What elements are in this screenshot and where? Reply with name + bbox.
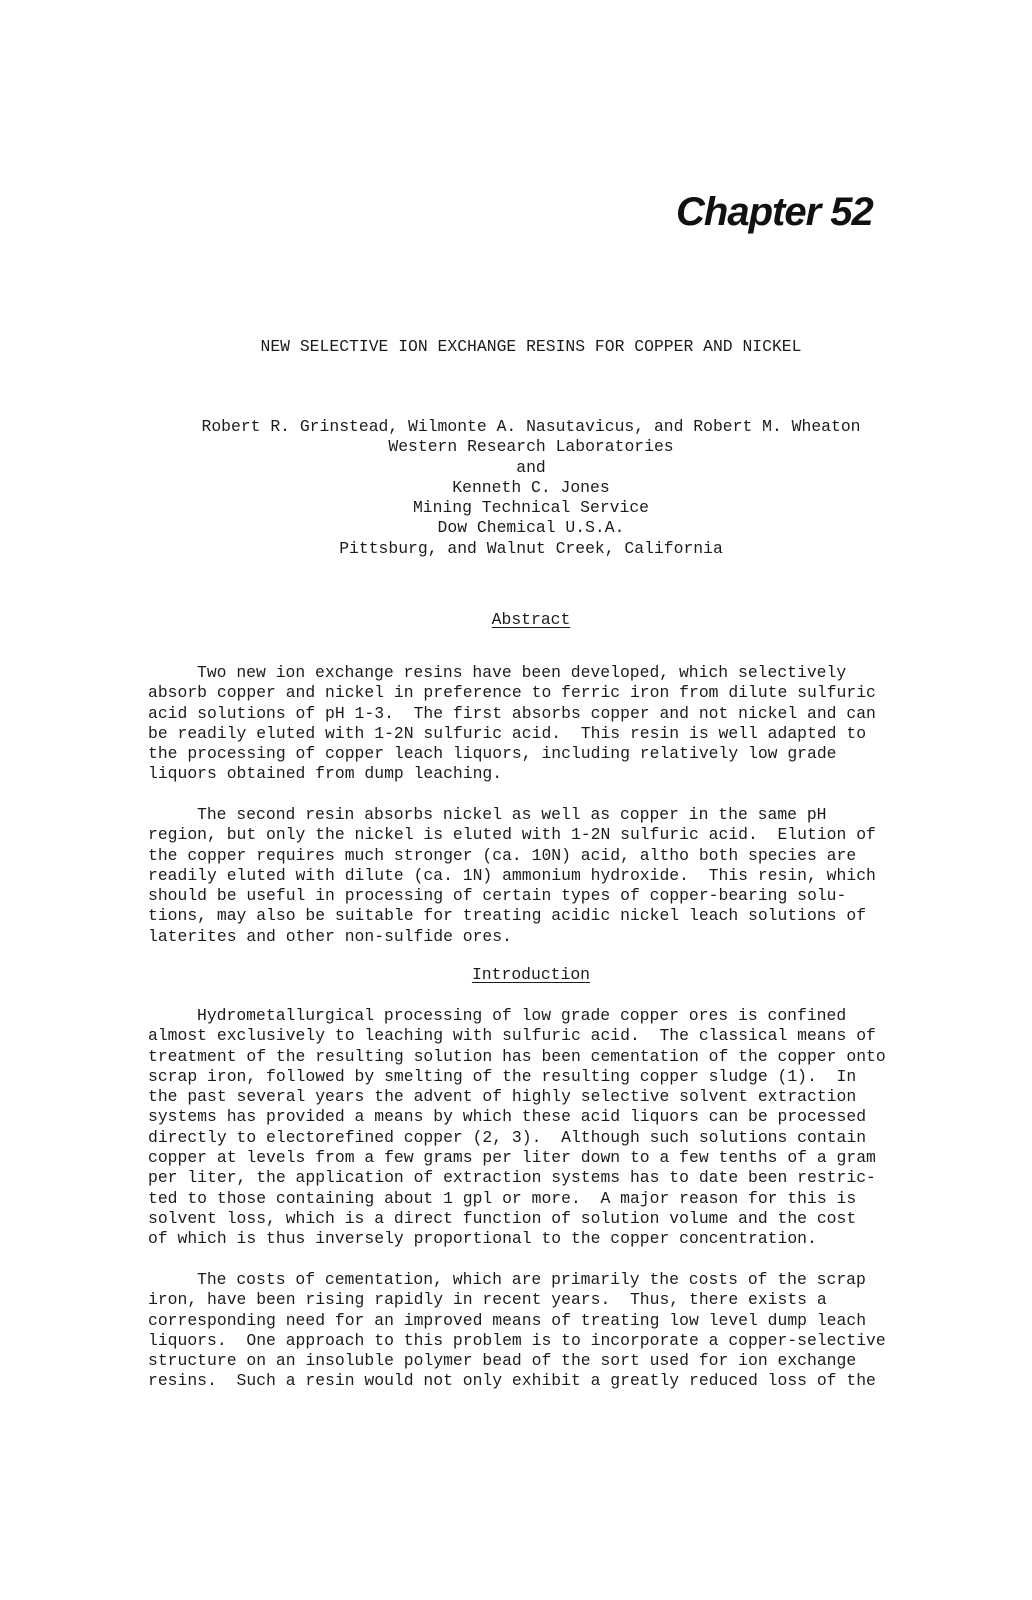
text-line: resins. Such a resin would not only exhibit a greatly reduced loss of the (148, 1371, 876, 1391)
abstract-paragraph (148, 805, 908, 947)
affiliation-line: Western Research Laboratories (388, 437, 674, 457)
text-line: ted to those containing about 1 gpl or more. A major reason for this is (148, 1188, 857, 1208)
text-line: readily eluted with dilute (ca. 1N) ammonium hydroxide. This resin, which (148, 865, 876, 885)
text-line: The costs of cementation, which are primarily the costs of the scrap (197, 1270, 866, 1289)
text-line: solvent loss, which is a direct function of solution volume and the cost (148, 1208, 857, 1228)
affiliation-line: Dow Chemical U.S.A. (437, 518, 625, 538)
text-line: of which is thus inversely proportional to the copper concentration. (148, 1229, 817, 1249)
text-line: Hydrometallurgical processing of low grade copper ores is confined (197, 1006, 847, 1025)
text-line: structure on an insoluble polymer bead of the sort used for ion exchange (148, 1351, 857, 1371)
text-line: acid solutions of pH 1-3. The first absorbs copper and not nickel and can (148, 703, 876, 723)
text-line: the past several years the advent of highly selective solvent extraction (148, 1087, 857, 1107)
text-line: liquors obtained from dump leaching. (148, 764, 503, 784)
text-line: absorb copper and nickel in preference to ferric iron from dilute sulfuric (148, 683, 876, 703)
introduction-paragraph (148, 1006, 908, 1250)
author-block (0, 417, 1032, 559)
text-line: be readily eluted with 1-2N sulfuric acid. This resin is well adapted to (148, 723, 867, 743)
text-line: the processing of copper leach liquors, including relatively low grade (148, 744, 837, 764)
text-line: per liter, the application of extraction systems has to date been restric- (148, 1168, 876, 1188)
text-line: should be useful in processing of certain types of copper-bearing solu- (148, 886, 847, 906)
author-conjunction: and (516, 457, 546, 477)
text-line: treatment of the resulting solution has been cementation of the copper onto (148, 1046, 886, 1066)
introduction-paragraph (148, 1270, 908, 1392)
abstract-heading (0, 610, 1032, 630)
location-line: Pittsburg, and Walnut Creek, California (339, 538, 723, 558)
text-line: corresponding need for an improved means of treating low level dump leach (148, 1310, 867, 1330)
chapter-heading: Chapter 52 (676, 190, 873, 234)
introduction-heading (0, 965, 1032, 985)
affiliation-line: Mining Technical Service (412, 498, 650, 518)
text-line: scrap iron, followed by smelting of the resulting copper sludge (1). In (148, 1066, 857, 1086)
text-line: laterites and other non-sulfide ores. (148, 926, 512, 946)
paper-title: NEW SELECTIVE ION EXCHANGE RESINS FOR COPPER AND NICKEL (260, 337, 802, 356)
introduction-heading-text: Introduction (471, 965, 591, 984)
text-line: systems has provided a means by which these acid liquors can be processed (148, 1107, 867, 1127)
text-line: region, but only the nickel is eluted with 1-2N sulfuric acid. Elution of (148, 825, 876, 845)
text-line: almost exclusively to leaching with sulfuric acid. The classical means of (148, 1026, 876, 1046)
text-line: copper at levels from a few grams per liter down to a few tenths of a gram (148, 1148, 876, 1168)
text-line: The second resin absorbs nickel as well as copper in the same pH (197, 805, 827, 824)
author-line: Kenneth C. Jones (452, 477, 610, 497)
text-line: directly to electorefined copper (2, 3). Although such solutions contain (148, 1127, 867, 1147)
text-line: liquors. One approach to this problem is to incorporate a copper-selective (148, 1330, 886, 1350)
author-line: Robert R. Grinstead, Wilmonte A. Nasutavicus, and Robert M. Wheaton (201, 417, 861, 436)
text-line: the copper requires much stronger (ca. 10N) acid, altho both species are (148, 845, 857, 865)
abstract-paragraph (148, 663, 908, 785)
abstract-heading-text: Abstract (491, 610, 571, 629)
text-line: Two new ion exchange resins have been developed, which selectively (197, 663, 847, 682)
text-line: tions, may also be suitable for treating acidic nickel leach solutions of (148, 906, 867, 926)
text-line: iron, have been rising rapidly in recent years. Thus, there exists a (148, 1290, 827, 1310)
